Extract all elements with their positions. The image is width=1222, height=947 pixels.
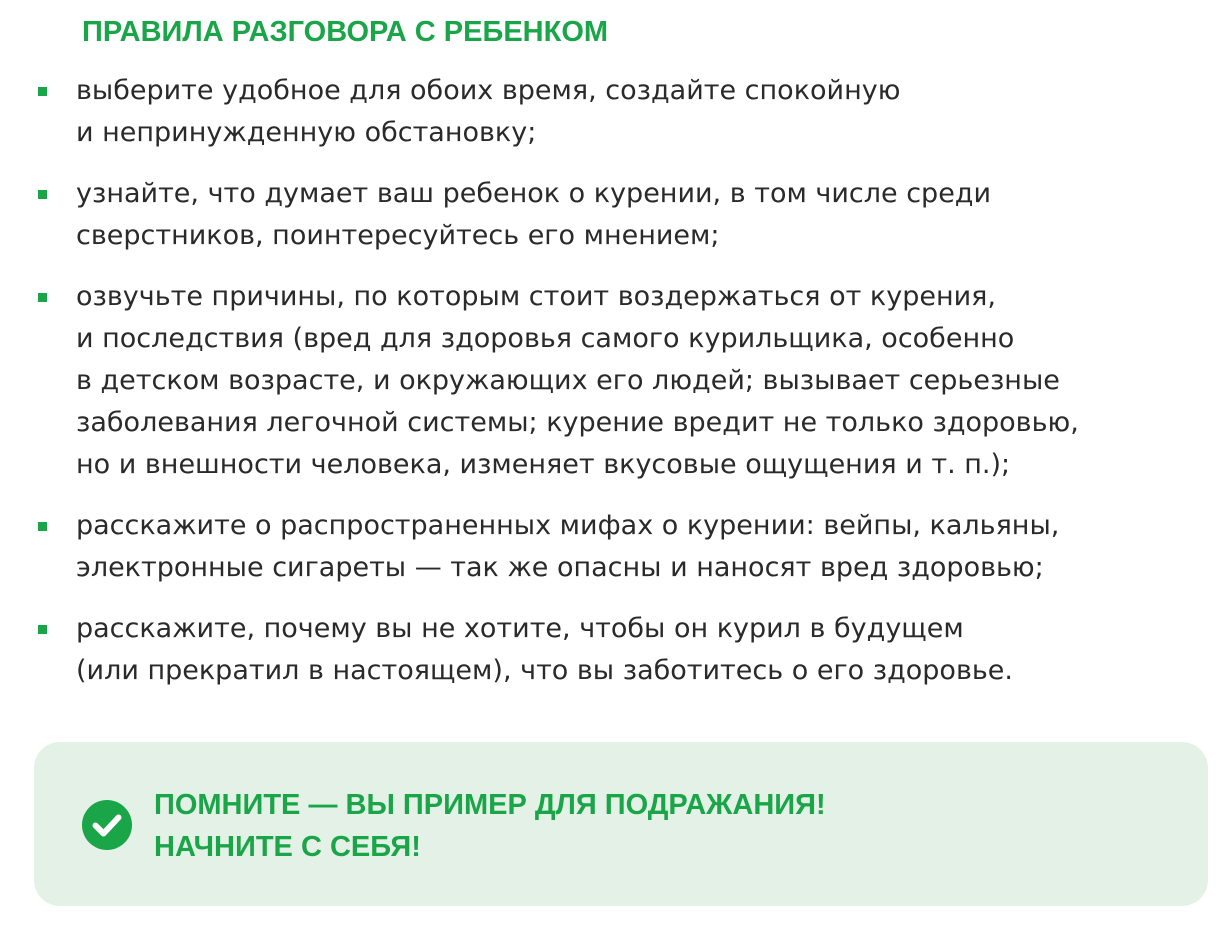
bullet-square-icon [38,190,47,199]
bullet-square-icon [38,87,47,96]
rule-item-1 [36,70,1206,154]
rule-text-line: узнайте, что думает ваш ребенок о курении, в том числе среди [76,178,992,209]
reminder-callout [34,742,1208,906]
rule-text-line: сверстников, поинтересуйтесь его мнением; [76,220,720,251]
rules-list [36,70,1206,711]
callout-line: НАЧНИТЕ С СЕБЯ! [154,831,421,863]
rule-item-4 [36,505,1206,589]
rule-item-5 [36,608,1206,692]
bullet-square-icon [38,625,47,634]
rule-text-line: озвучьте причины, по которым стоит воздержаться от курения, [76,281,996,312]
rule-text-line: заболевания легочной системы; курение вредит не только здоровью, [76,407,1079,438]
rule-text-line: расскажите, почему вы не хотите, чтобы он курил в будущем [76,613,964,644]
rule-text-line: электронные сигареты — так же опасны и наносят вред здоровью; [76,552,1044,583]
callout-text [154,784,826,868]
callout-line: ПОМНИТЕ — ВЫ ПРИМЕР ДЛЯ ПОДРАЖАНИЯ! [154,789,826,821]
rule-item-2 [36,173,1206,257]
rule-text-line: но и внешности человека, изменяет вкусовые ощущения и т. п.); [76,449,1011,480]
page-title: ПРАВИЛА РАЗГОВОРА С РЕБЕНКОМ [82,16,609,48]
rule-text-line: и последствия (вред для здоровья самого курильщика, особенно [76,323,1015,354]
bullet-square-icon [38,522,47,531]
rule-text-line: в детском возрасте, и окружающих его людей; вызывает серьезные [76,365,1060,396]
rule-text-line: и непринужденную обстановку; [76,117,537,148]
bullet-square-icon [38,293,47,302]
rule-text-line: выберите удобное для обоих время, создайте спокойную [76,75,901,106]
check-circle-icon [81,799,133,851]
rule-text-line: расскажите о распространенных мифах о курении: вейпы, кальяны, [76,510,1060,541]
rule-item-3 [36,276,1206,486]
rule-text-line: (или прекратил в настоящем), что вы заботитесь о его здоровье. [76,655,1013,686]
